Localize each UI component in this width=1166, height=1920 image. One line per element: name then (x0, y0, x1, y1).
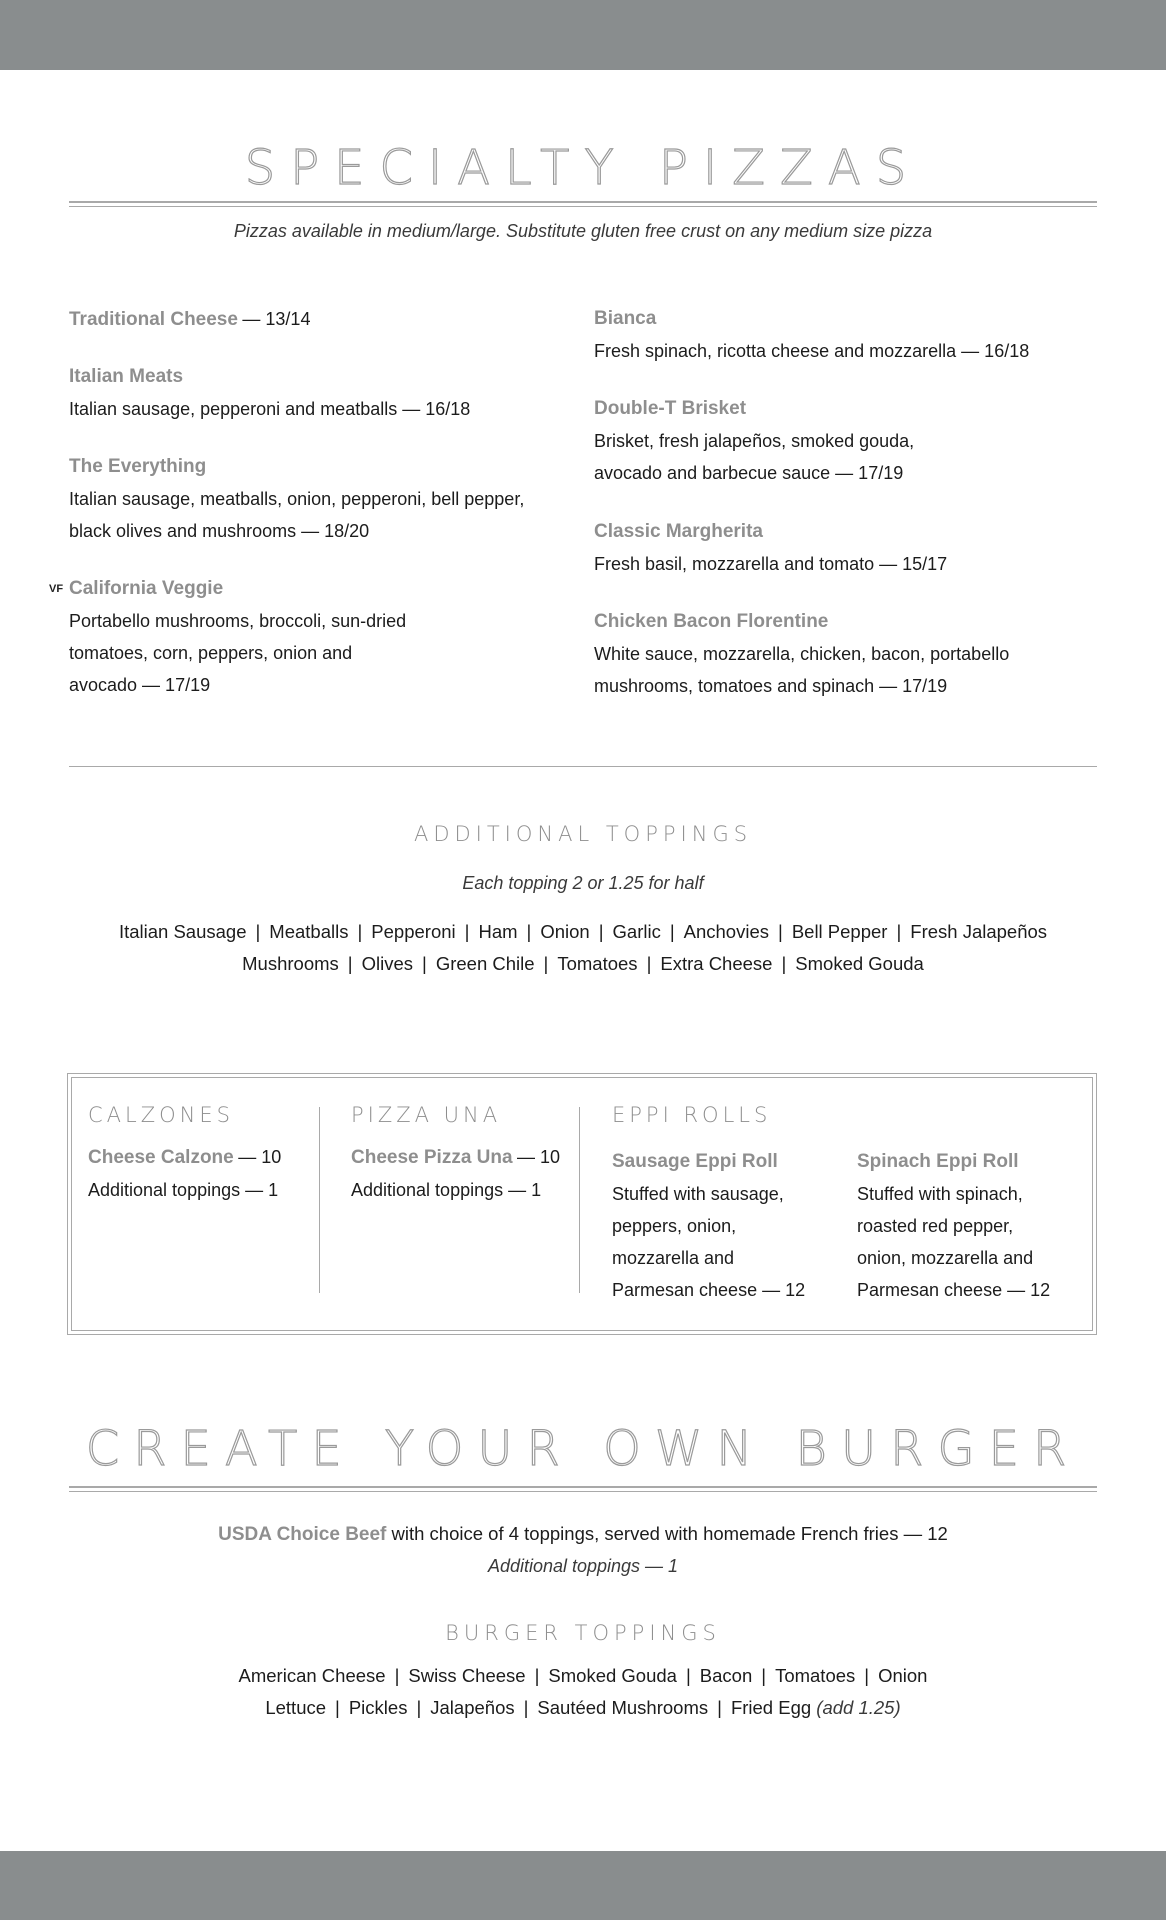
separator: | (543, 953, 549, 974)
separator: | (685, 1665, 691, 1686)
topping-item: Fried Egg (730, 1697, 812, 1718)
separator: | (464, 921, 470, 942)
topping-item: Sautéed Mushrooms (537, 1697, 709, 1718)
topping-item: Jalapeños (430, 1697, 515, 1718)
item-name: Double-T Brisket (594, 398, 747, 419)
pizza-una-section (351, 1103, 560, 1206)
menu-item-sausage-eppi-roll (612, 1146, 805, 1306)
item-desc-line: roasted red pepper, (857, 1216, 1014, 1236)
vf-badge: VF (49, 583, 64, 595)
item-name: Classic Margherita (594, 521, 763, 542)
item-desc-line: Italian sausage, meatballs, onion, pepperoni, bell pepper, (69, 489, 525, 509)
topping-item: Tomatoes (557, 953, 638, 974)
burger-title: CREATE YOUR OWN BURGER (85, 1421, 1081, 1477)
separator: | (761, 1665, 767, 1686)
topping-item: Italian Sausage (118, 921, 247, 942)
item-desc-line: black olives and mushrooms — 18/20 (69, 521, 370, 541)
eppi-rolls-section (612, 1103, 771, 1127)
item-desc-line: mushrooms, tomatoes and spinach — 17/19 (594, 676, 948, 696)
topping-item: Olives (361, 953, 413, 974)
item-desc-line: mozzarella and (612, 1248, 735, 1268)
pizza-una-title: PIZZA UNA (351, 1103, 502, 1127)
toppings-title: ADDITIONAL TOPPINGS (413, 822, 753, 846)
topping-item: American Cheese (238, 1665, 386, 1686)
separator: | (896, 921, 902, 942)
separator: | (717, 1697, 722, 1718)
topping-item: Fresh Jalapeños (910, 921, 1048, 942)
menu-item-double-t-brisket (594, 393, 914, 489)
bottom-banner (0, 1851, 1166, 1920)
menu-item-california-veggie (69, 573, 406, 701)
toppings-row-2 (0, 948, 1166, 980)
topping-item: Smoked Gouda (548, 1665, 677, 1686)
item-desc-line: Stuffed with sausage, (612, 1184, 784, 1204)
separator: | (646, 953, 652, 974)
specialty-rule (69, 201, 1097, 207)
topping-item: Green Chile (435, 953, 535, 974)
item-name: Bianca (594, 308, 657, 329)
separator: | (778, 921, 783, 942)
item-extra: Additional toppings — 1 (88, 1180, 279, 1200)
item-name: The Everything (69, 456, 207, 477)
topping-item: Tomatoes (775, 1665, 856, 1686)
item-price: — 13/14 (242, 309, 311, 329)
section-divider (69, 766, 1097, 767)
topping-item: Extra Cheese (660, 953, 773, 974)
menu-item-the-everything (69, 451, 524, 547)
topping-item: Lettuce (265, 1697, 327, 1718)
item-desc-line: White sauce, mozzarella, chicken, bacon, portabello (594, 644, 1010, 664)
separator: | (534, 1665, 540, 1686)
item-desc-line: tomatoes, corn, peppers, onion and (69, 643, 353, 663)
burger-beef-line (0, 1518, 1166, 1551)
menu-item-chicken-bacon-florentine (594, 606, 1009, 702)
topping-item: Pepperoni (371, 921, 456, 942)
burger-toppings-row-1 (0, 1660, 1166, 1692)
item-desc-line: Fresh basil, mozzarella and tomato — 15/17 (594, 554, 948, 574)
specialty-title: SPECIALTY PIZZAS (244, 140, 922, 196)
separator: | (526, 921, 532, 942)
item-price: — 10 (238, 1147, 282, 1167)
beef-name: USDA Choice Beef (218, 1524, 387, 1545)
separator: | (335, 1697, 340, 1718)
topping-item: Anchovies (683, 921, 769, 942)
separator: | (394, 1665, 400, 1686)
top-banner (0, 0, 1166, 70)
separator: | (416, 1697, 422, 1718)
separator: | (357, 921, 363, 942)
separator: | (523, 1697, 529, 1718)
item-desc-line: onion, mozzarella and (857, 1248, 1034, 1268)
item-name: Chicken Bacon Florentine (594, 611, 829, 632)
topping-item: Onion (878, 1665, 928, 1686)
burger-toppings-row-2 (0, 1692, 1166, 1724)
item-desc-line: Brisket, fresh jalapeños, smoked gouda, (594, 431, 915, 451)
item-name: Italian Meats (69, 366, 184, 387)
separator: | (781, 953, 787, 974)
burger-toppings-title: BURGER TOPPINGS (445, 1621, 721, 1645)
toppings-note: Each topping 2 or 1.25 for half (462, 873, 704, 893)
separator: | (422, 953, 427, 974)
item-name: Sausage Eppi Roll (612, 1151, 778, 1172)
specialty-note: Pizzas available in medium/large. Substitute gluten free crust on any medium size pizza (233, 221, 933, 241)
beef-desc: with choice of 4 toppings, served with homemade French fries — 12 (391, 1523, 948, 1544)
item-desc-line: Stuffed with spinach, (857, 1184, 1023, 1204)
toppings-row-1 (0, 916, 1166, 948)
calzones-title: CALZONES (88, 1103, 234, 1127)
separator: | (255, 921, 261, 942)
item-desc-line: avocado — 17/19 (69, 675, 211, 695)
topping-item: Swiss Cheese (408, 1665, 526, 1686)
topping-item: Garlic (612, 921, 661, 942)
item-desc-line: Fresh spinach, ricotta cheese and mozzarella — 16/18 (594, 341, 1030, 361)
separator: | (598, 921, 604, 942)
item-price: — 10 (517, 1147, 561, 1167)
menu-item-italian-meats (69, 361, 470, 425)
burger-extra: Additional toppings — 1 (487, 1556, 679, 1576)
separator: | (669, 921, 675, 942)
item-desc-line: Parmesan cheese — 12 (612, 1280, 806, 1300)
separator: | (864, 1665, 870, 1686)
item-name: Cheese Pizza Una (351, 1147, 513, 1168)
item-desc-line: Italian sausage, pepperoni and meatballs — 16/18 (69, 399, 471, 419)
topping-item: Smoked Gouda (795, 953, 924, 974)
topping-item: Mushrooms (242, 953, 339, 974)
burger-rule (69, 1486, 1097, 1492)
calzones-section (88, 1103, 281, 1206)
item-extra: Additional toppings — 1 (351, 1180, 542, 1200)
menu-item-bianca (594, 303, 1029, 367)
item-desc-line: peppers, onion, (612, 1216, 737, 1236)
menu-item-spinach-eppi-roll (857, 1146, 1050, 1306)
item-desc-line: avocado and barbecue sauce — 17/19 (594, 463, 904, 483)
topping-item: Onion (540, 921, 590, 942)
eppi-rolls-title: EPPI ROLLS (612, 1103, 772, 1127)
menu-item-classic-margherita (594, 516, 947, 580)
item-desc-line: Parmesan cheese — 12 (857, 1280, 1051, 1300)
topping-item: Meatballs (269, 921, 349, 942)
item-name: Cheese Calzone (88, 1147, 234, 1168)
separator: | (347, 953, 353, 974)
topping-item: Bacon (699, 1665, 753, 1686)
topping-item: Bell Pepper (791, 921, 888, 942)
box-divider (579, 1107, 580, 1293)
fried-egg-note: (add 1.25) (816, 1697, 901, 1718)
box-divider (319, 1107, 320, 1293)
menu-item-traditional-cheese (69, 303, 310, 336)
topping-item: Ham (478, 921, 518, 942)
topping-item: Pickles (348, 1697, 408, 1718)
item-name: Spinach Eppi Roll (857, 1151, 1019, 1172)
item-desc-line: Portabello mushrooms, broccoli, sun-dried (69, 611, 407, 631)
item-name: California Veggie (69, 578, 224, 599)
item-name: Traditional Cheese (69, 309, 238, 330)
